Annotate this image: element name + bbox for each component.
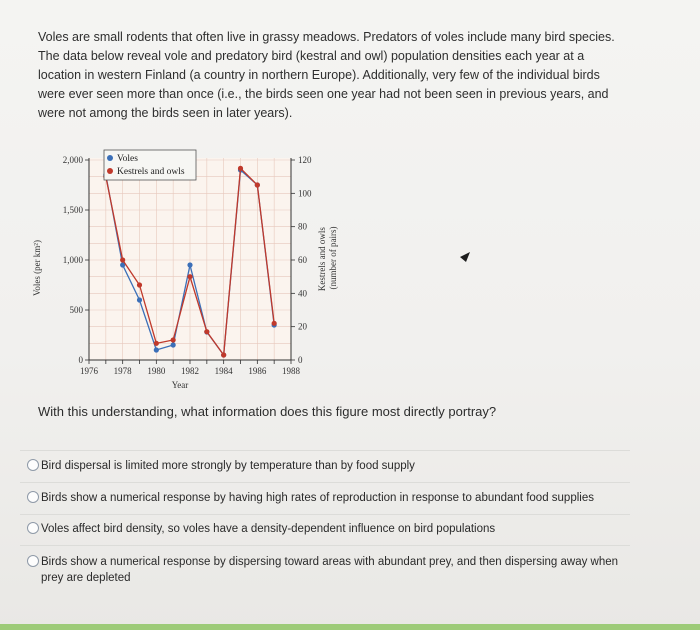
radio-button[interactable] (27, 459, 39, 471)
answer-option-3[interactable] (22, 521, 630, 537)
bottom-accent-bar (0, 624, 700, 630)
data-point-birds (221, 352, 226, 357)
legend-label-voles: Voles (117, 154, 138, 164)
answer-option-1[interactable] (22, 458, 630, 474)
data-point-birds (137, 282, 142, 287)
y-right-tick-label: 60 (298, 255, 307, 265)
y-left-axis-title: Voles (per km²) (32, 239, 42, 297)
x-axis-title: Year (171, 380, 189, 390)
data-point-voles (154, 347, 159, 352)
legend-label-birds: Kestrels and owls (117, 167, 185, 177)
data-point-voles (171, 342, 176, 347)
x-tick-label: 1986 (248, 366, 267, 376)
answer-option-2[interactable] (22, 490, 630, 506)
legend-marker-birds (107, 168, 113, 174)
data-point-birds (187, 274, 192, 279)
divider (20, 545, 630, 546)
x-tick-label: 1984 (214, 366, 233, 376)
y-left-tick-label: 1,500 (62, 205, 83, 215)
data-point-birds (272, 321, 277, 326)
y-left-tick-label: 2,000 (62, 155, 83, 165)
data-point-birds (171, 337, 176, 342)
chart-legend (104, 150, 196, 180)
x-tick-label: 1976 (80, 366, 98, 376)
x-tick-label: 1978 (113, 366, 132, 376)
cursor-icon (460, 252, 470, 262)
answer-option-label: Voles affect bird density, so voles have a density-dependent influence on bird populations (41, 523, 496, 535)
answer-option-label: Birds show a numerical response by having high rates of reproduction in response to abundant food supplies (41, 492, 594, 504)
answer-option-label: Birds show a numerical response by dispersing toward areas with abundant prey, and then dispersing away when prey are depleted (41, 556, 619, 584)
y-left-tick-label: 1,000 (62, 255, 83, 265)
answer-option-label: Bird dispersal is limited more strongly by temperature than by food supply (41, 460, 415, 472)
divider (20, 450, 630, 451)
data-point-birds (238, 166, 243, 171)
y-right-axis-title-part: Kestrels and owls (317, 227, 327, 292)
legend-marker-voles (107, 155, 113, 161)
data-point-birds (255, 182, 260, 187)
divider (20, 514, 630, 515)
y-right-tick-label: 120 (298, 155, 312, 165)
y-left-tick-label: 500 (69, 305, 83, 315)
intro-paragraph: Voles are small rodents that often live in grassy meadows. Predators of voles include many bird species. The data below reveal vole and predatory bird (kestral and owl) population densities each year at a location in western Finland (a country in northern Europe). Additionally, very few of the individual birds were ever seen more than once (i.e., the birds seen one year had not been seen in previous years, and were not among the birds seen in later years). (38, 30, 615, 120)
y-right-tick-label: 20 (298, 321, 307, 332)
data-point-voles (187, 262, 192, 267)
y-right-axis-title (317, 225, 338, 291)
y-right-tick-label: 80 (298, 221, 307, 232)
question-text: With this understanding, what information does this figure most directly portray? (38, 404, 497, 419)
data-point-voles (137, 297, 142, 302)
data-point-birds (154, 341, 159, 346)
data-point-birds (204, 329, 209, 334)
radio-button[interactable] (27, 555, 39, 567)
y-right-tick-label: 0 (298, 355, 303, 365)
y-left-tick-label: 0 (78, 355, 83, 365)
x-tick-label: 1980 (147, 366, 166, 376)
divider (20, 482, 630, 483)
x-tick-label: 1982 (181, 366, 199, 376)
radio-button[interactable] (27, 522, 39, 534)
radio-button[interactable] (27, 491, 39, 503)
y-right-axis-title-part: (number of pairs) (328, 226, 338, 290)
answer-option-4[interactable] (22, 554, 630, 586)
x-tick-label: 1988 (282, 366, 300, 376)
y-right-tick-label: 100 (298, 188, 312, 199)
data-point-birds (120, 257, 125, 262)
y-right-tick-label: 40 (298, 288, 307, 299)
